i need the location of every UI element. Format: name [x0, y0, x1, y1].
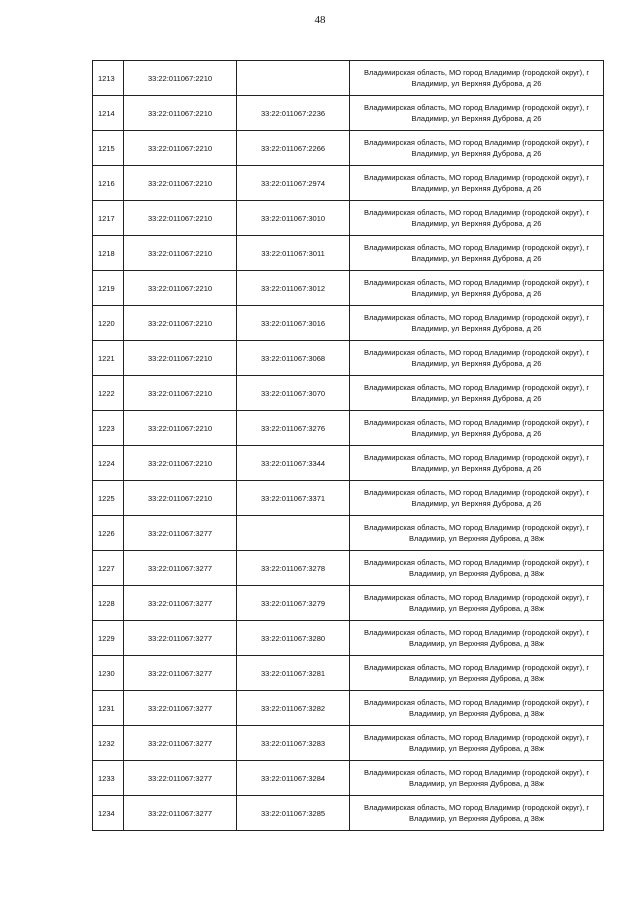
row-number-cell: 1231	[93, 691, 124, 726]
parent-cadastral-number-cell: 33:22:011067:2210	[124, 481, 237, 516]
address-cell: Владимирская область, МО город Владимир (городской округ), г Владимир, ул Верхняя Дуброва, д 26	[350, 481, 604, 516]
row-number-cell: 1218	[93, 236, 124, 271]
parent-cadastral-number-cell: 33:22:011067:3277	[124, 656, 237, 691]
cadastral-number-cell: 33:22:011067:3011	[237, 236, 350, 271]
row-number-cell: 1226	[93, 516, 124, 551]
table-row	[93, 551, 604, 586]
address-cell: Владимирская область, МО город Владимир (городской округ), г Владимир, ул Верхняя Дуброва, д 38ж	[350, 656, 604, 691]
cadastral-number-cell: 33:22:011067:3012	[237, 271, 350, 306]
row-number-cell: 1220	[93, 306, 124, 341]
cadastral-number-cell: 33:22:011067:2266	[237, 131, 350, 166]
parent-cadastral-number-cell: 33:22:011067:2210	[124, 236, 237, 271]
row-number-cell: 1233	[93, 761, 124, 796]
row-number-cell: 1224	[93, 446, 124, 481]
address-cell: Владимирская область, МО город Владимир (городской округ), г Владимир, ул Верхняя Дуброва, д 26	[350, 131, 604, 166]
table-row	[93, 761, 604, 796]
parent-cadastral-number-cell: 33:22:011067:2210	[124, 131, 237, 166]
cadastral-number-cell: 33:22:011067:3070	[237, 376, 350, 411]
parent-cadastral-number-cell: 33:22:011067:3277	[124, 761, 237, 796]
table-row	[93, 621, 604, 656]
parent-cadastral-number-cell: 33:22:011067:3277	[124, 516, 237, 551]
cadastral-number-cell: 33:22:011067:3284	[237, 761, 350, 796]
cadastral-number-cell: 33:22:011067:3285	[237, 796, 350, 831]
table-row	[93, 61, 604, 96]
row-number-cell: 1217	[93, 201, 124, 236]
parent-cadastral-number-cell: 33:22:011067:3277	[124, 691, 237, 726]
address-cell: Владимирская область, МО город Владимир (городской округ), г Владимир, ул Верхняя Дуброва, д 38ж	[350, 586, 604, 621]
table-row	[93, 166, 604, 201]
table-row	[93, 341, 604, 376]
parent-cadastral-number-cell: 33:22:011067:3277	[124, 796, 237, 831]
table-body	[93, 61, 604, 831]
table-row	[93, 446, 604, 481]
cadastral-number-cell: 33:22:011067:3281	[237, 656, 350, 691]
parent-cadastral-number-cell: 33:22:011067:3277	[124, 586, 237, 621]
row-number-cell: 1228	[93, 586, 124, 621]
row-number-cell: 1229	[93, 621, 124, 656]
cadastral-number-cell: 33:22:011067:3068	[237, 341, 350, 376]
table-row	[93, 201, 604, 236]
address-cell: Владимирская область, МО город Владимир (городской округ), г Владимир, ул Верхняя Дуброва, д 38ж	[350, 691, 604, 726]
address-cell: Владимирская область, МО город Владимир (городской округ), г Владимир, ул Верхняя Дуброва, д 38ж	[350, 761, 604, 796]
cadastral-number-cell: 33:22:011067:3278	[237, 551, 350, 586]
address-cell: Владимирская область, МО город Владимир (городской округ), г Владимир, ул Верхняя Дуброва, д 26	[350, 61, 604, 96]
row-number-cell: 1223	[93, 411, 124, 446]
address-cell: Владимирская область, МО город Владимир (городской округ), г Владимир, ул Верхняя Дуброва, д 38ж	[350, 516, 604, 551]
row-number-cell: 1219	[93, 271, 124, 306]
address-cell: Владимирская область, МО город Владимир (городской округ), г Владимир, ул Верхняя Дуброва, д 26	[350, 306, 604, 341]
cadastral-number-cell: 33:22:011067:2974	[237, 166, 350, 201]
cadastral-number-cell: 33:22:011067:2236	[237, 96, 350, 131]
parent-cadastral-number-cell: 33:22:011067:2210	[124, 376, 237, 411]
row-number-cell: 1234	[93, 796, 124, 831]
parent-cadastral-number-cell: 33:22:011067:2210	[124, 341, 237, 376]
row-number-cell: 1213	[93, 61, 124, 96]
table-row	[93, 691, 604, 726]
row-number-cell: 1227	[93, 551, 124, 586]
cadastral-number-cell: 33:22:011067:3016	[237, 306, 350, 341]
address-cell: Владимирская область, МО город Владимир (городской округ), г Владимир, ул Верхняя Дуброва, д 26	[350, 271, 604, 306]
row-number-cell: 1230	[93, 656, 124, 691]
parent-cadastral-number-cell: 33:22:011067:2210	[124, 201, 237, 236]
table-row	[93, 516, 604, 551]
row-number-cell: 1214	[93, 96, 124, 131]
address-cell: Владимирская область, МО город Владимир (городской округ), г Владимир, ул Верхняя Дуброва, д 26	[350, 446, 604, 481]
cadastral-number-cell	[237, 61, 350, 96]
address-cell: Владимирская область, МО город Владимир (городской округ), г Владимир, ул Верхняя Дуброва, д 26	[350, 411, 604, 446]
table-row	[93, 96, 604, 131]
row-number-cell: 1225	[93, 481, 124, 516]
table-row	[93, 271, 604, 306]
address-cell: Владимирская область, МО город Владимир (городской округ), г Владимир, ул Верхняя Дуброва, д 26	[350, 376, 604, 411]
table-row	[93, 376, 604, 411]
address-cell: Владимирская область, МО город Владимир (городской округ), г Владимир, ул Верхняя Дуброва, д 38ж	[350, 621, 604, 656]
parent-cadastral-number-cell: 33:22:011067:2210	[124, 306, 237, 341]
cadastral-number-cell: 33:22:011067:3283	[237, 726, 350, 761]
address-cell: Владимирская область, МО город Владимир (городской округ), г Владимир, ул Верхняя Дуброва, д 26	[350, 341, 604, 376]
cadastral-number-cell: 33:22:011067:3279	[237, 586, 350, 621]
table-row	[93, 796, 604, 831]
table-row	[93, 411, 604, 446]
table-row	[93, 131, 604, 166]
cadastral-number-cell	[237, 516, 350, 551]
table-row	[93, 306, 604, 341]
table-row	[93, 236, 604, 271]
address-cell: Владимирская область, МО город Владимир (городской округ), г Владимир, ул Верхняя Дуброва, д 26	[350, 166, 604, 201]
parent-cadastral-number-cell: 33:22:011067:2210	[124, 446, 237, 481]
address-cell: Владимирская область, МО город Владимир (городской округ), г Владимир, ул Верхняя Дуброва, д 38ж	[350, 796, 604, 831]
parent-cadastral-number-cell: 33:22:011067:3277	[124, 621, 237, 656]
table-row	[93, 586, 604, 621]
parent-cadastral-number-cell: 33:22:011067:3277	[124, 726, 237, 761]
row-number-cell: 1232	[93, 726, 124, 761]
cadastral-number-cell: 33:22:011067:3344	[237, 446, 350, 481]
address-cell: Владимирская область, МО город Владимир (городской округ), г Владимир, ул Верхняя Дуброва, д 26	[350, 201, 604, 236]
row-number-cell: 1222	[93, 376, 124, 411]
address-cell: Владимирская область, МО город Владимир (городской округ), г Владимир, ул Верхняя Дуброва, д 26	[350, 236, 604, 271]
table-row	[93, 481, 604, 516]
parent-cadastral-number-cell: 33:22:011067:2210	[124, 271, 237, 306]
cadastral-number-cell: 33:22:011067:3371	[237, 481, 350, 516]
parent-cadastral-number-cell: 33:22:011067:2210	[124, 96, 237, 131]
address-cell: Владимирская область, МО город Владимир (городской округ), г Владимир, ул Верхняя Дуброва, д 38ж	[350, 551, 604, 586]
parent-cadastral-number-cell: 33:22:011067:3277	[124, 551, 237, 586]
cadastral-number-cell: 33:22:011067:3010	[237, 201, 350, 236]
table-row	[93, 656, 604, 691]
row-number-cell: 1221	[93, 341, 124, 376]
parent-cadastral-number-cell: 33:22:011067:2210	[124, 61, 237, 96]
cadastral-number-cell: 33:22:011067:3280	[237, 621, 350, 656]
address-cell: Владимирская область, МО город Владимир (городской округ), г Владимир, ул Верхняя Дуброва, д 38ж	[350, 726, 604, 761]
parent-cadastral-number-cell: 33:22:011067:2210	[124, 411, 237, 446]
parent-cadastral-number-cell: 33:22:011067:2210	[124, 166, 237, 201]
cadastral-table	[92, 60, 604, 831]
cadastral-number-cell: 33:22:011067:3276	[237, 411, 350, 446]
page-number: 48	[314, 14, 326, 26]
cadastral-number-cell: 33:22:011067:3282	[237, 691, 350, 726]
row-number-cell: 1216	[93, 166, 124, 201]
address-cell: Владимирская область, МО город Владимир (городской округ), г Владимир, ул Верхняя Дуброва, д 26	[350, 96, 604, 131]
table-row	[93, 726, 604, 761]
row-number-cell: 1215	[93, 131, 124, 166]
